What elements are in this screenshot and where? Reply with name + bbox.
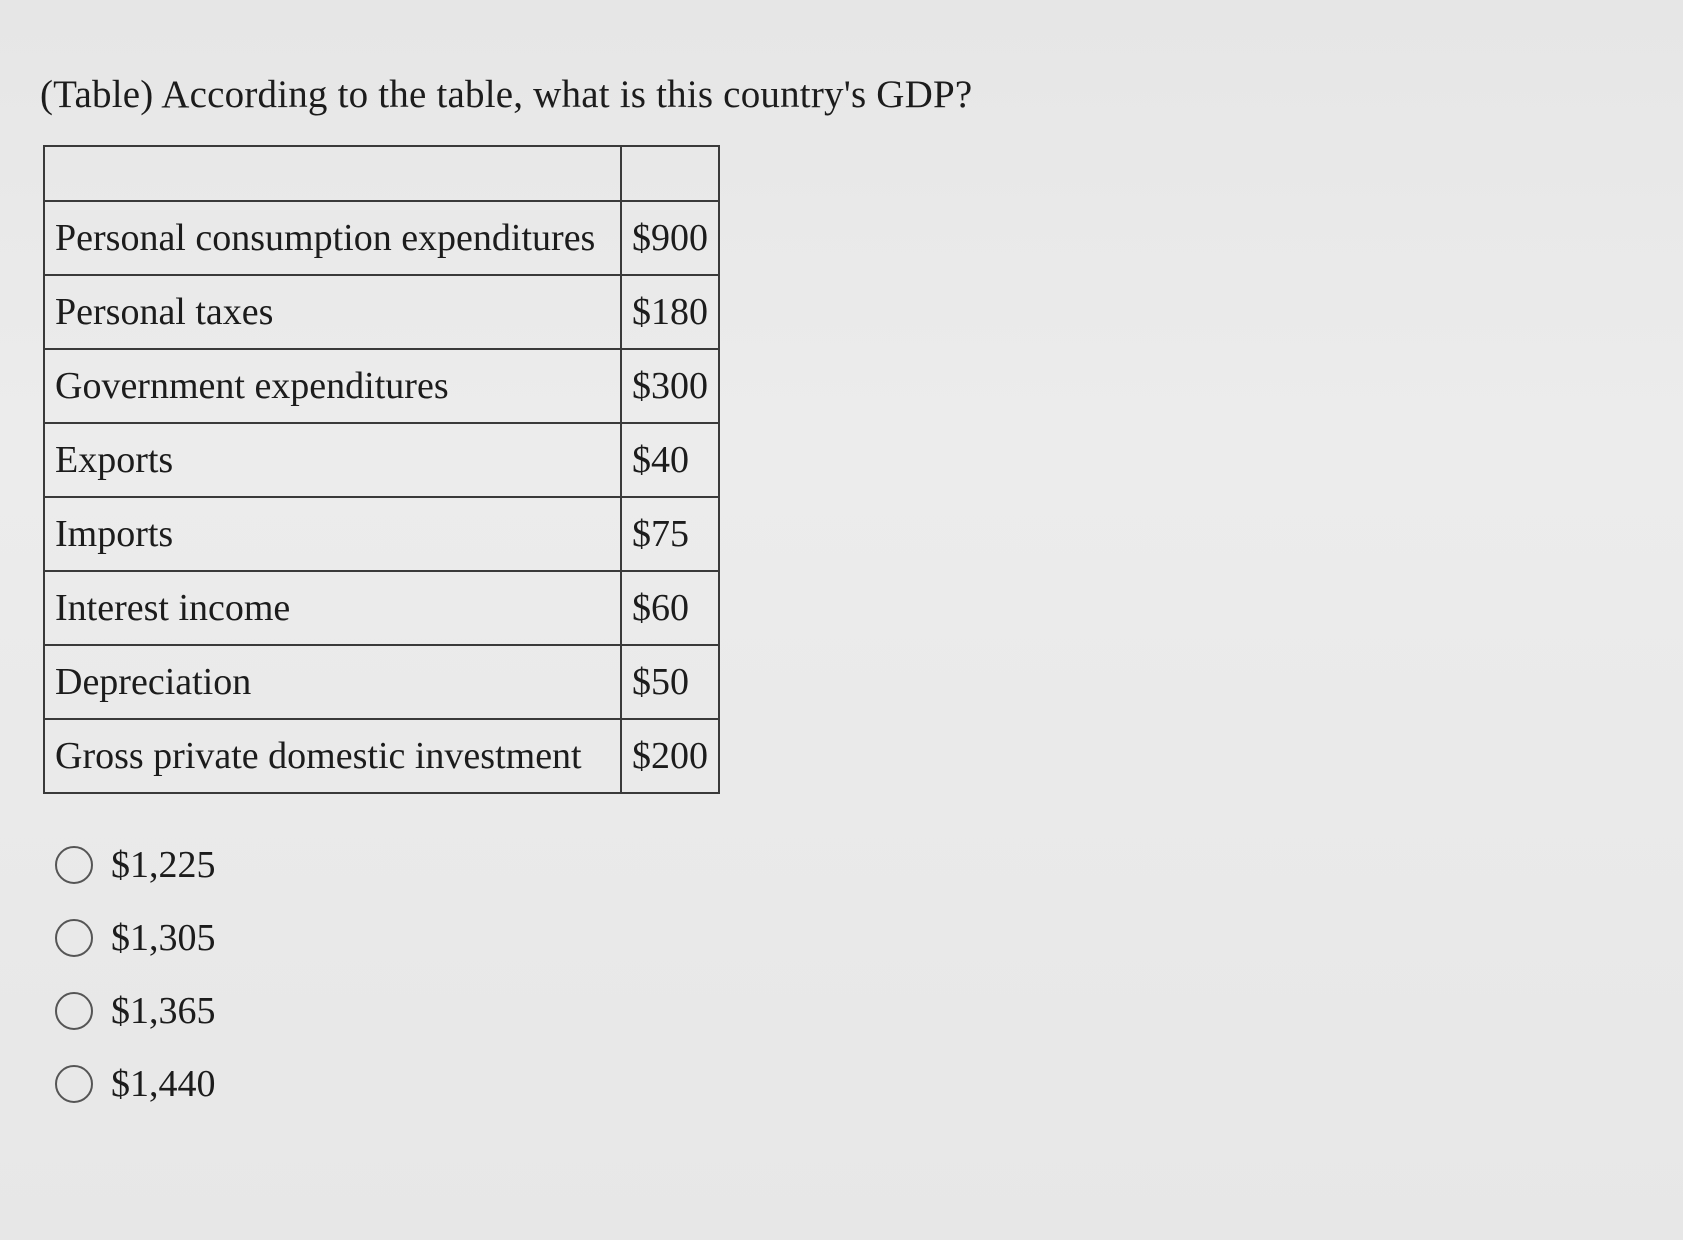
table-row-label: Exports [44, 423, 621, 497]
table-row-value: $50 [621, 645, 719, 719]
answer-option-label: $1,305 [111, 916, 216, 959]
table-row [44, 275, 719, 349]
table-row-label: Interest income [44, 571, 621, 645]
table-row-value: $300 [621, 349, 719, 423]
table-row [44, 645, 719, 719]
answer-options [55, 828, 216, 1120]
answer-option[interactable] [55, 828, 216, 901]
data-table [43, 145, 720, 794]
answer-option-label: $1,365 [111, 989, 216, 1032]
answer-option-label: $1,225 [111, 843, 216, 886]
table-row-label: Depreciation [44, 645, 621, 719]
table-row-value: $900 [621, 201, 719, 275]
answer-option[interactable] [55, 901, 216, 974]
table-row-label: Personal taxes [44, 275, 621, 349]
table-row-label: Government expenditures [44, 349, 621, 423]
table-row-value: $180 [621, 275, 719, 349]
table-row [44, 201, 719, 275]
table-row-value: $200 [621, 719, 719, 793]
answer-option[interactable] [55, 1047, 216, 1120]
table-row-value: $40 [621, 423, 719, 497]
table-row [44, 571, 719, 645]
table-row [44, 719, 719, 793]
radio-button-icon[interactable] [55, 1065, 93, 1103]
table-row-label: Gross private domestic investment [44, 719, 621, 793]
table-row [44, 497, 719, 571]
table-header-row [44, 146, 719, 201]
radio-button-icon[interactable] [55, 919, 93, 957]
table-row [44, 423, 719, 497]
question-text: (Table) According to the table, what is this country's GDP? [40, 73, 973, 116]
answer-option[interactable] [55, 974, 216, 1047]
table-row-value: $60 [621, 571, 719, 645]
table-row-label: Imports [44, 497, 621, 571]
table-row-value: $75 [621, 497, 719, 571]
answer-option-label: $1,440 [111, 1062, 216, 1105]
table-header-value-cell [621, 146, 719, 201]
table-row [44, 349, 719, 423]
radio-button-icon[interactable] [55, 992, 93, 1030]
radio-button-icon[interactable] [55, 846, 93, 884]
table-header-label-cell [44, 146, 621, 201]
table-row-label: Personal consumption expenditures [44, 201, 621, 275]
